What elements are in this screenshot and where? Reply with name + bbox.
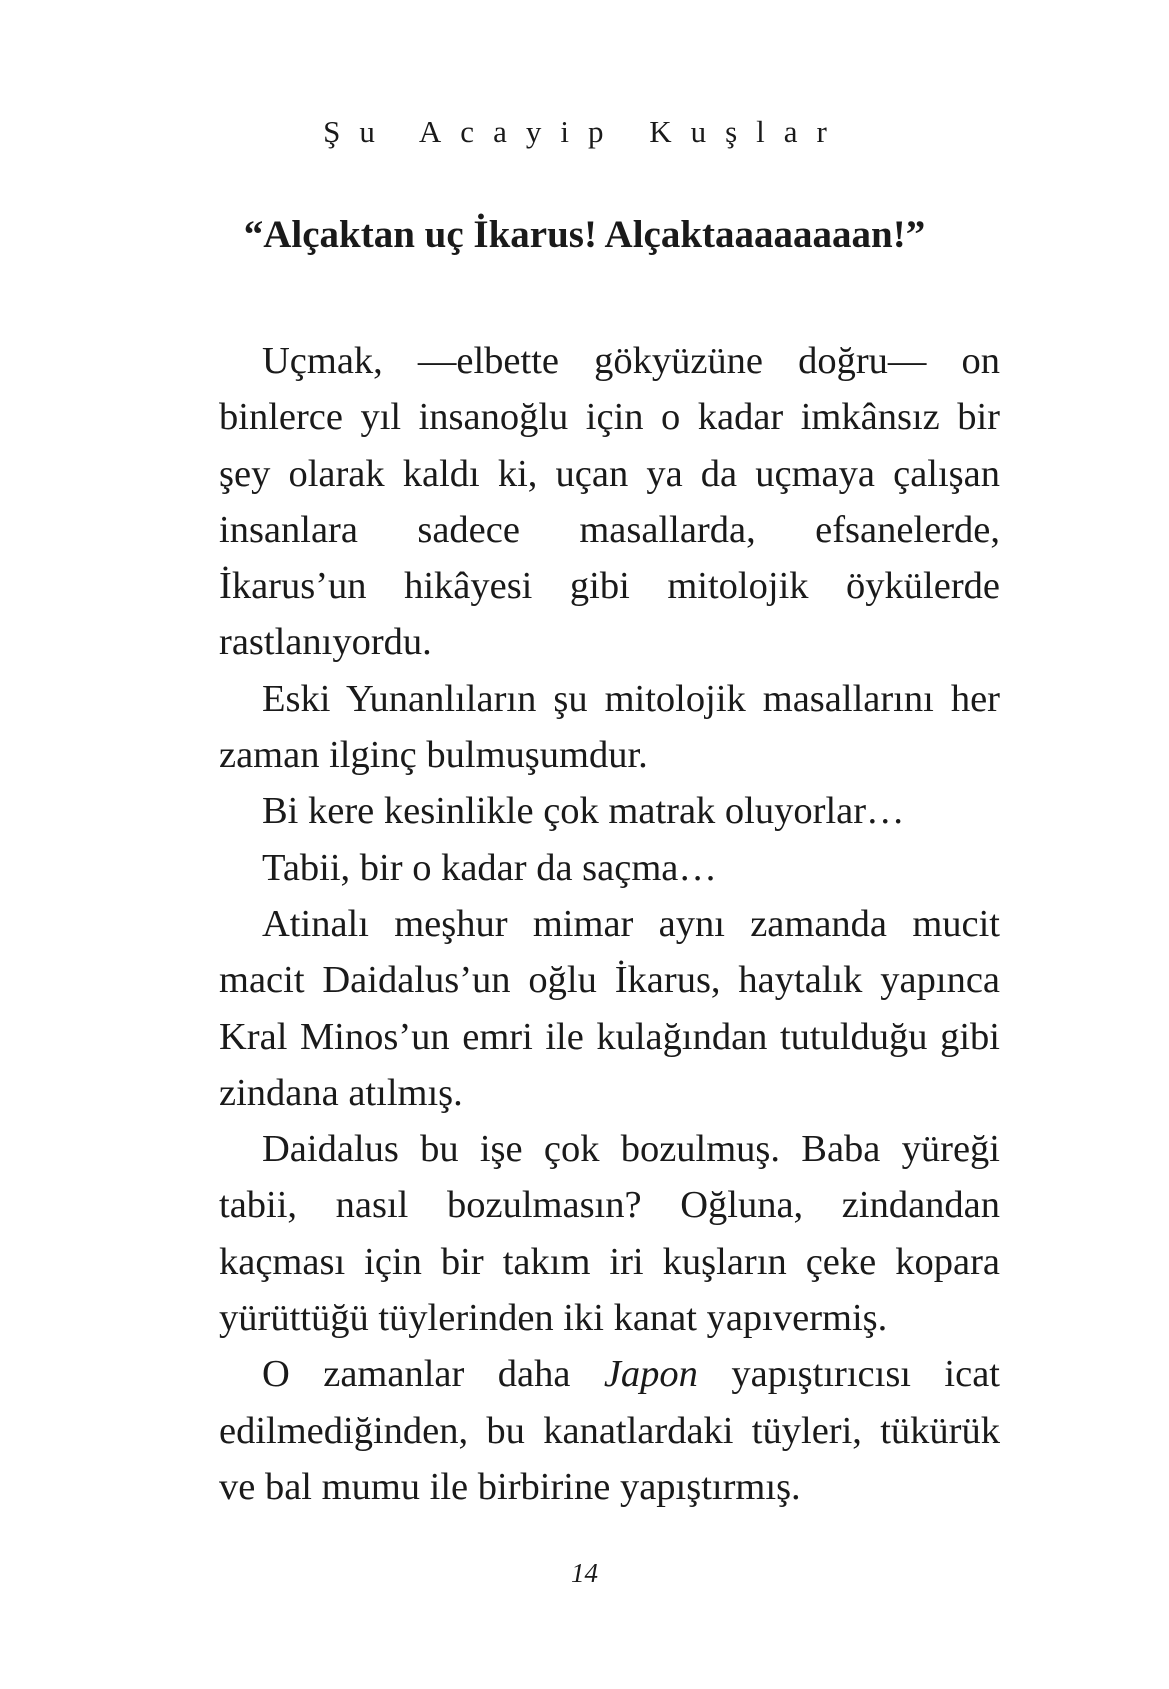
paragraph-6: Daidalus bu işe çok bozulmuş. Baba yüreği tabii, nasıl bozulmasın? Oğluna, zindandan kaçması için bir takım iri kuşların çeke kopara yürüttüğü tüylerinden iki kanat yapıvermiş. — [219, 1128, 1000, 1340]
paragraph-4: Tabii, bir o kadar da saçma… — [262, 846, 717, 889]
paragraph-7-italic: Japon — [603, 1353, 698, 1396]
paragraph-1: Uçmak, —elbette gökyüzüne doğru— on binlerce yıl insanoğlu için o kadar imkânsız bir şey olarak kaldı ki, uçan ya da uçmaya çalışan insanlara sadece masallarda, efsanelerde, İkarus’un hikâyesi gibi mitolojik öykülerde rastlanıyordu. — [219, 340, 1000, 664]
paragraph-2: Eski Yunanlıların şu mitolojik masallarını her zaman ilginç bulmuşumdur. — [219, 677, 1000, 777]
paragraph-7 — [219, 1346, 1000, 1515]
running-head: Şu Acayip Kuşlar — [323, 114, 846, 149]
chapter-title: “Alçaktan uç İkarus! Alçaktaaaaaaaan!” — [243, 213, 926, 256]
paragraph-7-after: yapıştırıcısı icat edilmediğinden, bu kanatlardaki tüyleri, tükürük ve bal mumu ile birbirine yapıştırmış. — [219, 1353, 1001, 1508]
paragraph-3: Bi kere kesinlikle çok matrak oluyorlar… — [262, 790, 905, 833]
paragraph-7-before: O zamanlar daha — [262, 1353, 604, 1396]
page-number: 14 — [571, 1558, 598, 1588]
paragraph-5: Atinalı meşhur mimar aynı zamanda mucit macit Daidalus’un oğlu İkarus, haytalık yapınca Kral Minos’un emri ile kulağından tutulduğu gibi zindana atılmış. — [219, 902, 1000, 1114]
body-text — [219, 333, 1000, 1515]
